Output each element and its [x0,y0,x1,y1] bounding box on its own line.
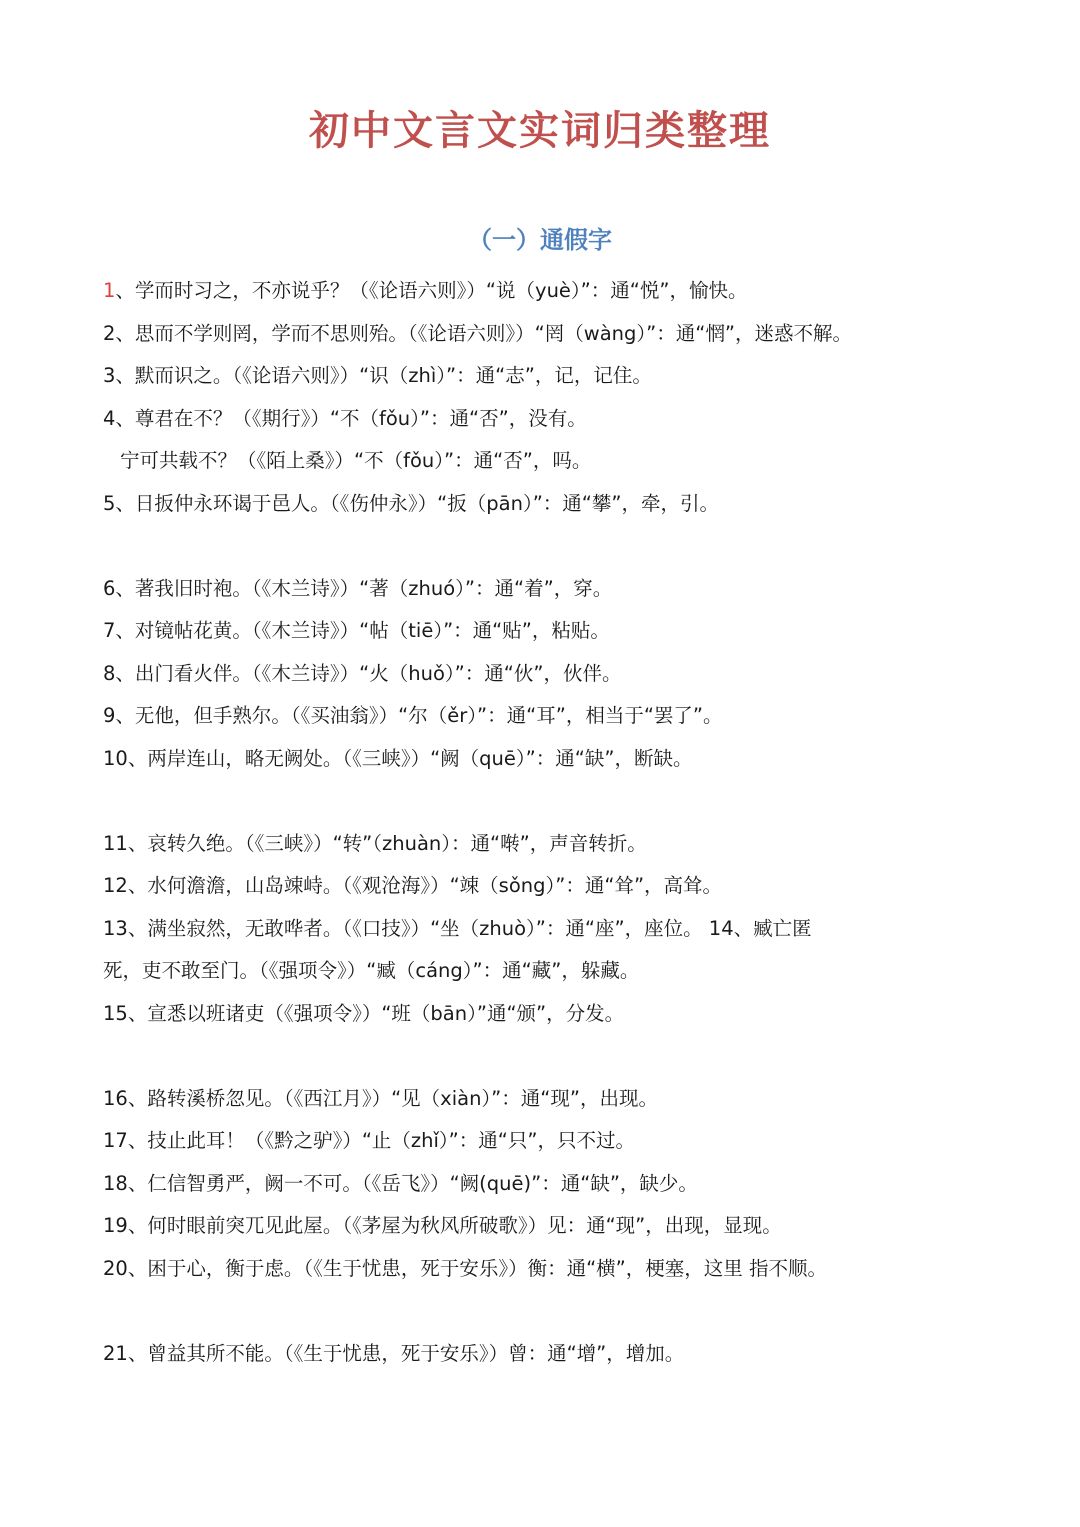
entry-list [103,270,983,1375]
entry-line: 6、著我旧时袍。（《木兰诗》）“著（zhuó）”：通“着”，穿。 [103,576,613,600]
entry-line: 20、困于心，衡于虑。（《生于忧患，死于安乐》）衡：通“横”，梗塞，这里 指不顺。 [103,1256,827,1280]
page-title: 初中文言文实词归类整理 [309,108,771,154]
entry-line: 21、曾益其所不能。（《生于忧患，死于安乐》）曾：通“增”，增加。 [103,1341,685,1365]
entry-line: 死，吏不敢至门。（《强项令》）“臧（cáng）”：通“藏”，躲藏。 [103,959,640,982]
blank-line [103,1290,983,1333]
blank-line [103,1035,983,1078]
entry-line: 13、满坐寂然，无敢哗者。（《口技》）“坐（zhuò）”：通“座”，座位。 14、臧亡匿 [103,916,812,940]
entry-line: 17、技止此耳！（《黔之驴》）“止（zhǐ）”：通“只”，只不过。 [103,1129,635,1152]
entry-line: 12、水何澹澹，山岛竦峙。（《观沧海》）“竦（sǒng）”：通“耸”，高耸。 [103,874,723,897]
entry-line: 18、仁信智勇严，阙一不可。（《岳飞》）“阙(quē)”：通“缺”，缺少。 [103,1171,698,1195]
entry-line [103,270,983,313]
blank-line [103,525,983,568]
entry-line: 宁可共载不？（《陌上桑》）“不（fǒu）”：通“否”，吗。 [120,449,592,472]
section-heading: （一）通假字 [468,226,612,254]
entry-line: 3、默而识之。（《论语六则》）“识（zhì）”：通“志”，记，记住。 [103,364,652,387]
blank-line [103,780,983,823]
entry-number: 1 [103,279,116,302]
entry-line: 15、宣悉以班诸吏（《强项令》）“班（bān）”通“颁”，分发。 [103,1001,625,1025]
entry-line: 9、无他，但手熟尔。（《买油翁》）“尔（ěr）”：通“耳”，相当于“罢了”。 [103,704,723,727]
entry-line: 10、两岸连山，略无阙处。（《三峡》）“阙（quē）”：通“缺”，断缺。 [103,746,693,770]
entry-line: 8、出门看火伴。（《木兰诗》）“火（huǒ）”：通“伙”，伙伴。 [103,661,622,685]
entry-line: 2、思而不学则罔，学而不思则殆。（《论语六则》）“罔（wàng）”：通“惘”，迷惑不解。 [103,321,852,345]
entry-line: 11、哀转久绝。（《三峡》）“转”（zhuàn）：通“啭”，声音转折。 [103,831,647,855]
entry-line: 5、日扳仲永环谒于邑人。（《伤仲永》）“扳（pān）”：通“攀”，牵，引。 [103,491,720,515]
entry-line: 7、对镜帖花黄。（《木兰诗》）“帖（tiē）”：通“贴”，粘贴。 [103,619,610,642]
entry-line: 19、何时眼前突兀见此屋。（《茅屋为秋风所破歌》）见：通“现”，出现，显现。 [103,1214,782,1237]
entry-line: 16、路转溪桥忽见。（《西江月》）“见（xiàn）”：通“现”，出现。 [103,1086,658,1110]
entry-text: 、学而时习之，不亦说乎？（《论语六则》）“说（yuè）”：通“悦”，愉快。 [115,279,748,302]
entry-line: 4、尊君在不？（《期行》）“不（fǒu）”：通“否”，没有。 [103,406,587,430]
